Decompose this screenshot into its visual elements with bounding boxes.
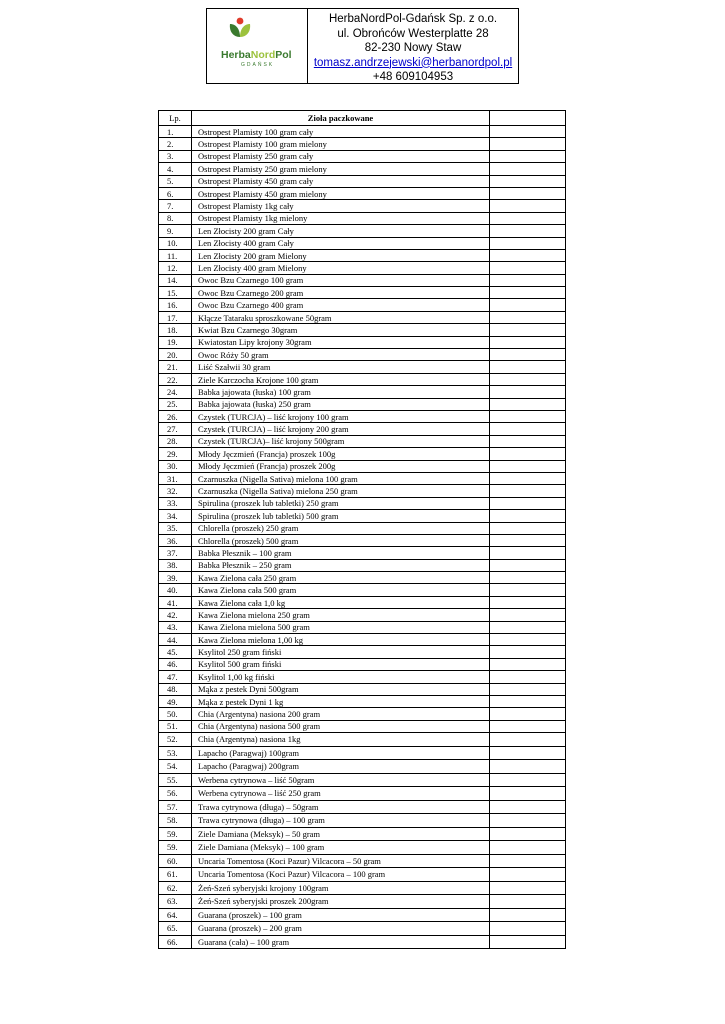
product-name: Ziele Karczocha Krojone 100 gram: [192, 373, 490, 385]
row-number: 39.: [159, 572, 192, 584]
table-row: [159, 435, 566, 447]
empty-cell: [490, 472, 566, 484]
row-number: 54.: [159, 760, 192, 774]
column-header-empty: [490, 111, 566, 126]
empty-cell: [490, 922, 566, 936]
product-name: Żeń-Szeń syberyjski krojony 100gram: [192, 881, 490, 895]
row-number: 8.: [159, 212, 192, 224]
table-row: [159, 841, 566, 855]
empty-cell: [490, 760, 566, 774]
table-row: [159, 522, 566, 534]
row-number: 31.: [159, 472, 192, 484]
table-row: [159, 324, 566, 336]
product-name: Czystek (TURCJA)– liść krojony 500gram: [192, 435, 490, 447]
row-number: 61.: [159, 868, 192, 882]
table-row: [159, 163, 566, 175]
table-row: [159, 497, 566, 509]
table-row: [159, 596, 566, 608]
empty-cell: [490, 658, 566, 670]
table-row: [159, 646, 566, 658]
table-row: [159, 760, 566, 774]
empty-cell: [490, 410, 566, 422]
product-name: Czarnuszka (Nigella Sativa) mielona 100 gram: [192, 472, 490, 484]
empty-cell: [490, 609, 566, 621]
table-row: [159, 814, 566, 828]
row-number: 20.: [159, 349, 192, 361]
table-row: [159, 448, 566, 460]
row-number: 47.: [159, 671, 192, 683]
empty-cell: [490, 646, 566, 658]
product-name: Guarana (cała) – 100 gram: [192, 935, 490, 949]
column-header-lp: Lp.: [159, 111, 192, 126]
product-table: [158, 110, 566, 949]
empty-cell: [490, 349, 566, 361]
row-number: 50.: [159, 708, 192, 720]
table-row: [159, 733, 566, 747]
table-row: [159, 460, 566, 472]
row-number: 10.: [159, 237, 192, 249]
table-row: [159, 854, 566, 868]
row-number: 19.: [159, 336, 192, 348]
row-number: 17.: [159, 311, 192, 323]
product-name: Mąka z pestek Dyni 1 kg: [192, 695, 490, 707]
row-number: 60.: [159, 854, 192, 868]
row-number: 58.: [159, 814, 192, 828]
empty-cell: [490, 841, 566, 855]
table-row: [159, 237, 566, 249]
empty-cell: [490, 814, 566, 828]
row-number: 15.: [159, 287, 192, 299]
table-row: [159, 773, 566, 787]
empty-cell: [490, 522, 566, 534]
product-name: Babka Płesznik – 100 gram: [192, 547, 490, 559]
empty-cell: [490, 695, 566, 707]
empty-cell: [490, 435, 566, 447]
row-number: 28.: [159, 435, 192, 447]
empty-cell: [490, 448, 566, 460]
row-number: 14.: [159, 274, 192, 286]
empty-cell: [490, 126, 566, 138]
row-number: 36.: [159, 534, 192, 546]
empty-cell: [490, 386, 566, 398]
empty-cell: [490, 324, 566, 336]
row-number: 64.: [159, 908, 192, 922]
product-name: Ziele Damiana (Meksyk) – 100 gram: [192, 841, 490, 855]
table-row: [159, 485, 566, 497]
product-name: Chia (Argentyna) nasiona 1kg: [192, 733, 490, 747]
table-row: [159, 609, 566, 621]
product-name: Ziele Damiana (Meksyk) – 50 gram: [192, 827, 490, 841]
empty-cell: [490, 274, 566, 286]
product-name: Len Złocisty 200 gram Mielony: [192, 249, 490, 261]
table-row: [159, 584, 566, 596]
table-row: [159, 787, 566, 801]
row-number: 18.: [159, 324, 192, 336]
table-row: [159, 472, 566, 484]
row-number: 12.: [159, 262, 192, 274]
empty-cell: [490, 287, 566, 299]
table-row: [159, 534, 566, 546]
product-name: Guarana (proszek) – 200 gram: [192, 922, 490, 936]
row-number: 4.: [159, 163, 192, 175]
table-row: [159, 868, 566, 882]
product-name: Spirulina (proszek lub tabletki) 250 gram: [192, 497, 490, 509]
product-name: Chia (Argentyna) nasiona 500 gram: [192, 720, 490, 732]
table-row: [159, 175, 566, 187]
product-name: Czarnuszka (Nigella Sativa) mielona 250 gram: [192, 485, 490, 497]
product-name: Kawa Zielona cała 500 gram: [192, 584, 490, 596]
product-name: Owoc Bzu Czarnego 200 gram: [192, 287, 490, 299]
product-name: Czystek (TURCJA) – liść krojony 200 gram: [192, 423, 490, 435]
table-row: [159, 634, 566, 646]
empty-cell: [490, 596, 566, 608]
table-row: [159, 621, 566, 633]
row-number: 52.: [159, 733, 192, 747]
empty-cell: [490, 572, 566, 584]
product-name: Kwiat Bzu Czarnego 30gram: [192, 324, 490, 336]
row-number: 51.: [159, 720, 192, 732]
empty-cell: [490, 423, 566, 435]
product-name: Werbena cytrynowa – liść 50gram: [192, 773, 490, 787]
product-name: Ksylitol 250 gram fiński: [192, 646, 490, 658]
table-row: [159, 895, 566, 909]
column-header-name: Zioła paczkowane: [192, 111, 490, 126]
table-row: [159, 386, 566, 398]
row-number: 37.: [159, 547, 192, 559]
leaf-logo-icon: [225, 15, 255, 45]
empty-cell: [490, 827, 566, 841]
product-name: Lapacho (Paragwaj) 100gram: [192, 746, 490, 760]
row-number: 65.: [159, 922, 192, 936]
table-row: [159, 881, 566, 895]
product-name: Babka jajowata (łuska) 250 gram: [192, 398, 490, 410]
table-row: [159, 708, 566, 720]
logo: [207, 9, 308, 83]
table-row: [159, 922, 566, 936]
table-row: [159, 187, 566, 199]
empty-cell: [490, 746, 566, 760]
table-row: [159, 827, 566, 841]
empty-cell: [490, 547, 566, 559]
product-name: Ksylitol 500 gram fiński: [192, 658, 490, 670]
row-number: 11.: [159, 249, 192, 261]
table-row: [159, 683, 566, 695]
row-number: 7.: [159, 200, 192, 212]
product-name: Kawa Zielona cała 250 gram: [192, 572, 490, 584]
logo-wordmark: HerbaNordPol: [221, 49, 292, 61]
table-row: [159, 212, 566, 224]
empty-cell: [490, 908, 566, 922]
table-row: [159, 299, 566, 311]
empty-cell: [490, 361, 566, 373]
product-name: Guarana (proszek) – 100 gram: [192, 908, 490, 922]
row-number: 62.: [159, 881, 192, 895]
company-city: 82-230 Nowy Staw: [364, 42, 462, 54]
product-name: Trawa cytrynowa (długa) – 100 gram: [192, 814, 490, 828]
product-name: Uncaria Tomentosa (Koci Pazur) Vilcacora – 100 gram: [192, 868, 490, 882]
row-number: 59.: [159, 827, 192, 841]
empty-cell: [490, 895, 566, 909]
empty-cell: [490, 311, 566, 323]
empty-cell: [490, 138, 566, 150]
product-name: Uncaria Tomentosa (Koci Pazur) Vilcacora – 50 gram: [192, 854, 490, 868]
product-name: Liść Szałwii 30 gram: [192, 361, 490, 373]
row-number: 1.: [159, 126, 192, 138]
product-name: Czystek (TURCJA) – liść krojony 100 gram: [192, 410, 490, 422]
table-row: [159, 249, 566, 261]
row-number: 43.: [159, 621, 192, 633]
product-name: Spirulina (proszek lub tabletki) 500 gram: [192, 510, 490, 522]
table-row: [159, 398, 566, 410]
row-number: 57.: [159, 800, 192, 814]
empty-cell: [490, 460, 566, 472]
table-row: [159, 361, 566, 373]
product-name: Ostropest Plamisty 1kg cały: [192, 200, 490, 212]
table-row: [159, 572, 566, 584]
empty-cell: [490, 150, 566, 162]
row-number: 30.: [159, 460, 192, 472]
company-phone: +48 609104953: [372, 71, 454, 83]
empty-cell: [490, 854, 566, 868]
table-row: [159, 311, 566, 323]
table-row: [159, 547, 566, 559]
empty-cell: [490, 671, 566, 683]
product-name: Ostropest Plamisty 450 gram mielony: [192, 187, 490, 199]
empty-cell: [490, 187, 566, 199]
empty-cell: [490, 212, 566, 224]
row-number: 9.: [159, 225, 192, 237]
row-number: 27.: [159, 423, 192, 435]
table-row: [159, 200, 566, 212]
logo-subtitle: GDAŃSK: [241, 62, 275, 68]
empty-cell: [490, 398, 566, 410]
table-row: [159, 274, 566, 286]
table-row: [159, 410, 566, 422]
product-name: Ostropest Plamisty 1kg mielony: [192, 212, 490, 224]
empty-cell: [490, 262, 566, 274]
empty-cell: [490, 584, 566, 596]
product-name: Werbena cytrynowa – liść 250 gram: [192, 787, 490, 801]
empty-cell: [490, 881, 566, 895]
empty-cell: [490, 733, 566, 747]
empty-cell: [490, 559, 566, 571]
empty-cell: [490, 200, 566, 212]
row-number: 48.: [159, 683, 192, 695]
product-name: Ostropest Plamisty 250 gram mielony: [192, 163, 490, 175]
row-number: 42.: [159, 609, 192, 621]
table-row: [159, 510, 566, 522]
empty-cell: [490, 249, 566, 261]
empty-cell: [490, 800, 566, 814]
company-street: ul. Obrońców Westerplatte 28: [337, 27, 489, 40]
table-row: [159, 746, 566, 760]
product-name: Babka Płesznik – 250 gram: [192, 559, 490, 571]
table-row: [159, 262, 566, 274]
empty-cell: [490, 225, 566, 237]
table-row: [159, 126, 566, 138]
empty-cell: [490, 708, 566, 720]
row-number: 40.: [159, 584, 192, 596]
empty-cell: [490, 237, 566, 249]
product-name: Młody Jęczmień (Francja) proszek 100g: [192, 448, 490, 460]
row-number: 44.: [159, 634, 192, 646]
empty-cell: [490, 868, 566, 882]
row-number: 45.: [159, 646, 192, 658]
product-name: Ostropest Plamisty 100 gram mielony: [192, 138, 490, 150]
empty-cell: [490, 683, 566, 695]
row-number: 56.: [159, 787, 192, 801]
row-number: 38.: [159, 559, 192, 571]
table-row: [159, 150, 566, 162]
row-number: 63.: [159, 895, 192, 909]
product-name: Ksylitol 1,00 kg fiński: [192, 671, 490, 683]
empty-cell: [490, 175, 566, 187]
row-number: 66.: [159, 935, 192, 949]
company-header: [206, 8, 519, 84]
row-number: 35.: [159, 522, 192, 534]
row-number: 5.: [159, 175, 192, 187]
table-row: [159, 336, 566, 348]
product-name: Kawa Zielona mielona 1,00 kg: [192, 634, 490, 646]
row-number: 26.: [159, 410, 192, 422]
table-row: [159, 559, 566, 571]
row-number: 34.: [159, 510, 192, 522]
table-row: [159, 908, 566, 922]
empty-cell: [490, 787, 566, 801]
row-number: 22.: [159, 373, 192, 385]
product-name: Trawa cytrynowa (długa) – 50gram: [192, 800, 490, 814]
empty-cell: [490, 534, 566, 546]
row-number: 49.: [159, 695, 192, 707]
table-row: [159, 138, 566, 150]
row-number: 21.: [159, 361, 192, 373]
table-row: [159, 287, 566, 299]
row-number: 2.: [159, 138, 192, 150]
product-name: Chlorella (proszek) 500 gram: [192, 534, 490, 546]
product-name: Żeń-Szeń syberyjski proszek 200gram: [192, 895, 490, 909]
email-link[interactable]: tomasz.andrzejewski@herbanordpol.pl: [313, 56, 513, 69]
product-name: Kawa Zielona mielona 500 gram: [192, 621, 490, 633]
product-name: Kwiatostan Lipy krojony 30gram: [192, 336, 490, 348]
empty-cell: [490, 373, 566, 385]
table-row: [159, 373, 566, 385]
product-name: Kawa Zielona cała 1,0 kg: [192, 596, 490, 608]
empty-cell: [490, 163, 566, 175]
company-name: HerbaNordPol-Gdańsk Sp. z o.o.: [328, 13, 498, 25]
empty-cell: [490, 720, 566, 732]
product-name: Owoc Bzu Czarnego 400 gram: [192, 299, 490, 311]
product-name: Kłącze Tataraku sproszkowane 50gram: [192, 311, 490, 323]
row-number: 46.: [159, 658, 192, 670]
row-number: 6.: [159, 187, 192, 199]
product-name: Chlorella (proszek) 250 gram: [192, 522, 490, 534]
table-row: [159, 658, 566, 670]
row-number: 33.: [159, 497, 192, 509]
product-name: Ostropest Plamisty 100 gram cały: [192, 126, 490, 138]
product-name: Babka jajowata (łuska) 100 gram: [192, 386, 490, 398]
product-name: Ostropest Plamisty 250 gram cały: [192, 150, 490, 162]
row-number: 55.: [159, 773, 192, 787]
table-row: [159, 695, 566, 707]
row-number: 41.: [159, 596, 192, 608]
row-number: 25.: [159, 398, 192, 410]
product-name: Owoc Bzu Czarnego 100 gram: [192, 274, 490, 286]
product-name: Chia (Argentyna) nasiona 200 gram: [192, 708, 490, 720]
table-row: [159, 349, 566, 361]
table-row: [159, 225, 566, 237]
empty-cell: [490, 497, 566, 509]
table-row: [159, 800, 566, 814]
company-info: [308, 9, 518, 83]
product-name: Owoc Róży 50 gram: [192, 349, 490, 361]
empty-cell: [490, 634, 566, 646]
product-name: Len Złocisty 400 gram Mielony: [192, 262, 490, 274]
table-header-row: [159, 111, 566, 126]
table-row: [159, 720, 566, 732]
row-number: 53.: [159, 746, 192, 760]
product-name: Mąka z pestek Dyni 500gram: [192, 683, 490, 695]
product-name: Lapacho (Paragwaj) 200gram: [192, 760, 490, 774]
row-number: 3.: [159, 150, 192, 162]
empty-cell: [490, 935, 566, 949]
empty-cell: [490, 510, 566, 522]
row-number: 32.: [159, 485, 192, 497]
table-row: [159, 423, 566, 435]
table-row: [159, 671, 566, 683]
product-name: Len Złocisty 200 gram Cały: [192, 225, 490, 237]
row-number: 29.: [159, 448, 192, 460]
row-number: 16.: [159, 299, 192, 311]
empty-cell: [490, 773, 566, 787]
empty-cell: [490, 621, 566, 633]
empty-cell: [490, 485, 566, 497]
product-name: Len Złocisty 400 gram Cały: [192, 237, 490, 249]
product-name: Młody Jęczmień (Francja) proszek 200g: [192, 460, 490, 472]
table-row: [159, 935, 566, 949]
product-name: Ostropest Plamisty 450 gram cały: [192, 175, 490, 187]
product-name: Kawa Zielona mielona 250 gram: [192, 609, 490, 621]
row-number: 24.: [159, 386, 192, 398]
row-number: 59.: [159, 841, 192, 855]
empty-cell: [490, 299, 566, 311]
empty-cell: [490, 336, 566, 348]
